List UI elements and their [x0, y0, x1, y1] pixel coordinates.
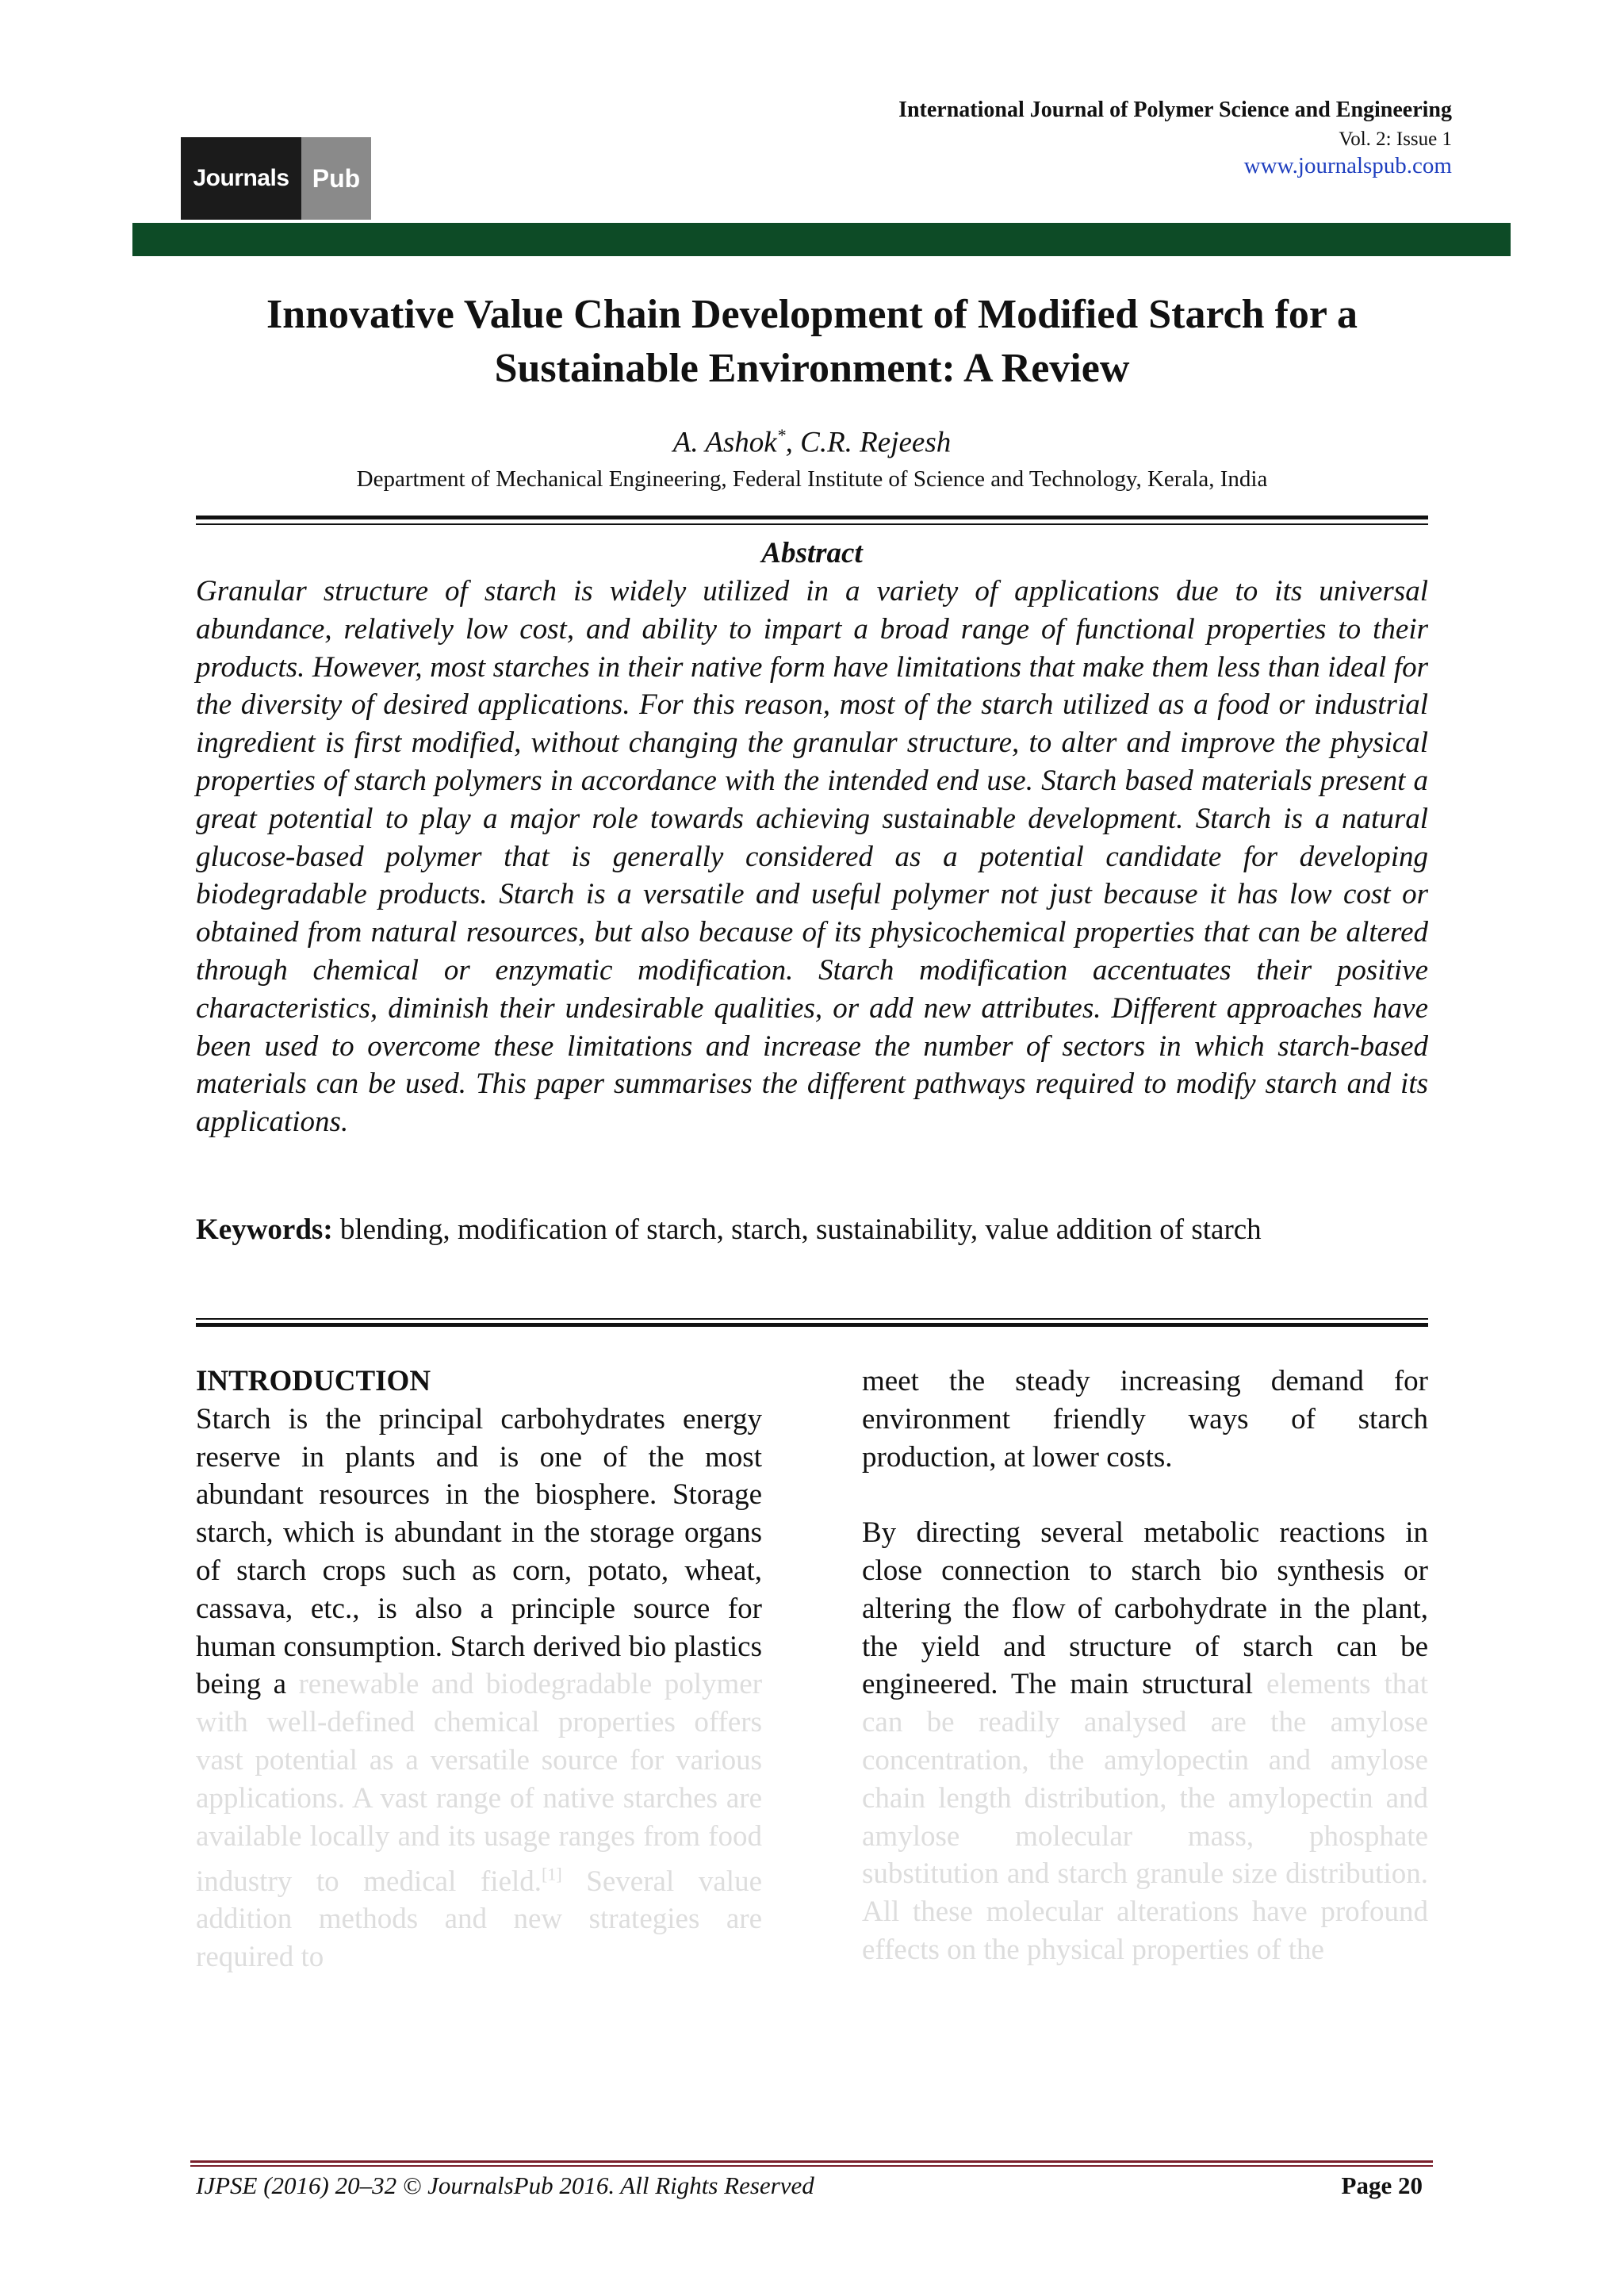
- intro-faded-text-2: Several value addition methods and new strategies are required to: [196, 1865, 762, 1974]
- intro-paragraph-faded: [196, 1668, 762, 1973]
- article-title: [159, 288, 1465, 396]
- keywords-list: blending, modification of starch, starch, sustainability, value addition of starch: [332, 1213, 1262, 1246]
- section-heading-introduction: INTRODUCTION: [196, 1365, 431, 1397]
- divider-mid: [196, 1323, 1428, 1327]
- right-paragraph-1: meet the steady increasing demand for environment friendly ways of starch production, at lower costs.: [862, 1365, 1428, 1474]
- right-paragraph-2-visible: By directing several metabolic reactions in close connection to starch bio synthesis or altering the flow of carbohydrate in the plant, the yield and structure of starch can be engineered. The main structural: [862, 1516, 1428, 1701]
- journal-name: International Journal of Polymer Science and Engineering: [898, 98, 1452, 122]
- divider-top-thin: [196, 523, 1428, 525]
- keywords: [196, 1213, 1428, 1247]
- logo-text-pub: Pub: [301, 137, 371, 220]
- header-bar: [132, 223, 1511, 256]
- body-column-right: [862, 1363, 1428, 1969]
- intro-faded-text-1: renewable and biodegradable polymer with well-defined chemical properties offers vast potential as a versatile source for various applications. A vast range of native starches are available locally and its usage ranges from food industry to medical field.: [196, 1668, 763, 1898]
- abstract-text: Granular structure of starch is widely utilized in a variety of applications due to its universal abundance, relatively low cost, and ability to impart a broad range of functional properties to their products. However, most starches in their native form have limitations that make them less than ideal for the diversity of desired applications. For this reason, most of the starch utilized as a food or industrial ingredient is first modified, without changing the granular structure, to alter and improve the physical properties of starch polymers in accordance with the intended end use. Starch based materials present a great potential to play a major role towards achieving sustainable development. Starch is a natural glucose-based polymer that is generally considered as a potential candidate for developing biodegradable products. Starch is a versatile and useful polymer not just because it has low cost or obtained from natural resources, but also because of its physicochemical properties that can be altered through chemical or enzymatic modification. Starch modification accentuates their positive characteristics, diminish their undesirable qualities, or add new attributes. Different approaches have been used to overcome these limitations and increase the number of sectors in which starch-based materials can be used. This paper summarises the different pathways required to modify starch and its applications.: [196, 575, 1428, 1139]
- abstract-heading: Abstract: [761, 537, 863, 569]
- logo-text-journals: Journals: [181, 137, 301, 220]
- divider-top: [196, 516, 1428, 519]
- right-paragraph-2-faded: elements that can be readily analysed are the amylose concentration, the amylopectin and amylose chain length distribution, the amylopectin and amylose molecular mass, phosphate substitution and starch granule size distribution. All these molecular alterations have profound effects on the physical properties of the: [862, 1668, 1428, 1966]
- affiliation: Department of Mechanical Engineering, Federal Institute of Science and Technology, Kerala, India: [356, 466, 1268, 492]
- page-number: Page 20: [1341, 2171, 1423, 2199]
- body-column-left: [196, 1363, 762, 1976]
- intro-paragraph-visible: Starch is the principal carbohydrates energy reserve in plants and is one of the most abundant resources in the biosphere. Storage starch, which is abundant in the storage organs of starch crops such as corn, potato, wheat, cassava, etc., is also a principle source for human consumption. Starch derived bio plastics being a: [196, 1402, 762, 1701]
- reference-marker: [1]: [542, 1864, 562, 1884]
- author-2: , C.R. Rejeesh: [785, 426, 952, 459]
- title-line-1: Innovative Value Chain Development of Modified Starch for a: [266, 292, 1358, 337]
- footer-rule: [190, 2160, 1433, 2163]
- paragraph-gap: [862, 1476, 1428, 1514]
- authors: [159, 425, 1465, 459]
- author-1: A. Ashok: [672, 426, 777, 459]
- corresponding-author-mark: *: [776, 425, 786, 445]
- footer-rule-thin: [190, 2165, 1433, 2167]
- keywords-label: Keywords:: [196, 1213, 333, 1246]
- journal-volume: Vol. 2: Issue 1: [1339, 128, 1452, 150]
- title-line-2: Sustainable Environment: A Review: [494, 346, 1130, 391]
- divider-mid-thin: [196, 1318, 1428, 1320]
- journal-url-link[interactable]: www.journalspub.com: [1243, 153, 1452, 178]
- footer-citation: IJPSE (2016) 20–32 © JournalsPub 2016. All Rights Reserved: [196, 2171, 814, 2199]
- journalspub-logo: [181, 137, 371, 220]
